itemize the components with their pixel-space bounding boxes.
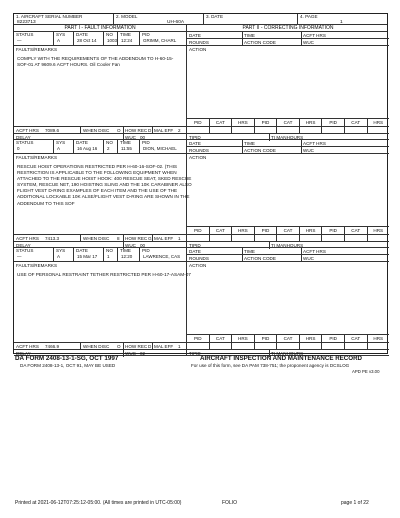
tipid-label: TIPID [189,351,201,356]
grid-header: HRS [373,228,384,233]
grid-header: CAT [210,227,233,234]
time-cell-value: 11:55 [121,146,132,151]
when-disc-label: WHEN DISC [83,344,110,349]
acft-hrs-label: ACFT HRS [16,128,39,133]
grid-header: PID [255,335,278,342]
grid-header: HRS [300,227,323,234]
delay-label: DELAY [16,243,31,248]
grid-header: PID [255,119,278,126]
no-cell [104,140,118,153]
pid-cat-hrs-grid [187,334,389,342]
serial-number-value: 8223713 [17,19,36,24]
sys-cell-label: SYS [56,32,66,37]
status-row [14,248,187,262]
mal-eff-value: 1 [178,344,181,349]
status-cell-label: STATUS [16,140,34,145]
status-row [14,140,187,154]
no-cell [104,248,118,261]
remarks-line: FLIGHT VEST D-RING EXAMPLES OF EACH ITEM AND THE USE OF THE [17,188,178,194]
page-of: page 1 of 22 [341,500,369,506]
no-cell-label: NO [106,248,113,253]
grid-header: PID [255,227,278,234]
grid-header: PID [322,227,345,234]
apd-version: APD PE v3.00 [352,369,380,374]
delay-row [14,241,187,248]
action-code-label: ACTION CODE [244,148,276,153]
date-cell [204,14,298,24]
grid-header: HRS [232,119,255,126]
tipid-label: TIPID [189,135,201,140]
status-cell-value: 0 [17,146,20,151]
date-cell [74,248,104,261]
acft-hrs-value: 7413.3 [45,236,60,241]
correcting-acft-hrs-label: ACFT HRS [303,33,326,38]
divider [242,32,243,39]
part-titles-row [14,25,387,32]
grid-header: HRS [232,227,255,234]
divider [242,147,243,154]
pid-cell-value: LAWRENCE, CAS [143,254,181,259]
divider [242,39,243,46]
correcting-time-label: TIME [244,141,255,146]
part2-title-cell [187,25,389,31]
how-rec-value: D [148,344,152,349]
acft-hrs-value: 7466.9 [45,344,60,349]
grid-header: CAT [345,335,368,342]
action-label: ACTION [189,155,207,160]
pid-cell [140,32,187,45]
divider [123,350,124,357]
grid-header: CAT [277,119,300,126]
remarks-line: ATTACHED TO THE RESCUE HOIST HOOK: 400 RESCUE SEAT, SKED RESCUE [17,176,192,182]
wuc-value: 02 [140,351,146,356]
sys-cell-label: SYS [56,140,66,145]
date-cell [74,32,104,45]
model-cell [114,14,204,24]
date-cell-label: DATE [76,248,88,253]
action-area [187,46,389,118]
remarks-line: COMPLY WITH THE REQUIREMENTS OF THE ADDENDUM TO H-60-15- [17,56,174,61]
when-disc-value: O [117,128,121,133]
fault-entry-block [14,248,387,356]
acft-hrs-label: ACFT HRS [16,344,39,349]
time-cell-label: TIME [120,248,131,253]
divider [301,140,302,147]
correcting-date-label: DATE [189,33,201,38]
divider [242,248,243,255]
action-code-label: ACTION CODE [244,40,276,45]
grid-header: PID [322,119,345,126]
grid-header: HRS [300,119,323,126]
mal-eff-label: MAL EFF [154,128,174,133]
wuc-value: 00 [140,243,146,248]
delay-row [14,133,187,140]
rounds-row [187,39,389,46]
how-rec-value: G [148,236,152,241]
time-cell [118,248,140,261]
pid-cat-hrs-grid [187,118,389,126]
wuc-value: 00 [140,135,146,140]
correcting-acft-hrs-label: ACFT HRS [303,141,326,146]
time-cell-label: TIME [120,140,131,145]
grid-header: PID [187,119,210,126]
correcting-date-label: DATE [189,249,201,254]
wuc-label: WUC [125,135,136,140]
action-label: ACTION [189,263,207,268]
grid-header: CAT [345,119,368,126]
tipid-label: TIPID [189,243,201,248]
pid-cell [140,248,187,261]
sys-cell [54,248,74,261]
divider [301,248,302,255]
grid-header: HRS [300,335,323,342]
mal-eff-label: MAL EFF [154,344,174,349]
sys-cell-label: SYS [56,248,66,253]
time-cell-value: 12:20 [121,254,133,259]
delay-label: DELAY [16,351,31,356]
status-cell [14,32,54,45]
grid-header: HRS [373,120,384,125]
how-rec-label: HOW REC [125,344,148,349]
correcting-date-row [187,248,389,255]
correcting-wuc-label: WUC [303,256,314,261]
sys-cell-value: A [57,254,61,259]
pid-cat-hrs-values [187,126,389,133]
part1-title-cell [14,25,187,31]
pid-cell-label: PID [142,140,150,145]
wuc-label: WUC [125,351,136,356]
remarks-line: ADDENDUM TO THIS SOF [17,200,75,206]
part2-title: PART II - CORRECTING INFORMATION [242,25,334,31]
serial-number-cell [14,14,114,24]
tipid-row [187,133,389,140]
no-cell-value: 1 [107,254,110,259]
acft-hrs-row [14,234,187,241]
rounds-row [187,147,389,154]
divider [301,32,302,39]
grid-header: PID [187,227,210,234]
date-cell-value: 28 Oct 14 [77,38,97,43]
correcting-date-row [187,140,389,147]
remarks-line: RESTRICTION IS APPLICABLE TO THE FOLLOWING EQUIPMENT WHEN [17,170,177,176]
maintenance-form [13,13,388,354]
divider [301,39,302,46]
acft-hrs-row [14,342,187,349]
sys-cell-value: A [57,38,61,43]
tipid-row [187,241,389,248]
mal-eff-label: MAL EFF [154,236,174,241]
no-cell-value: 2 [107,146,110,151]
ti-manhours-label: TI MANHOURS [271,135,304,140]
page-cell [298,14,389,24]
time-cell-label: TIME [120,32,131,37]
grid-header: PID [187,335,210,342]
how-rec-value: D [148,128,152,133]
fault-entry-block [14,140,387,248]
pid-cell-label: PID [142,248,150,253]
pid-cell-label: PID [142,32,150,37]
acft-hrs-value: 7089.6 [45,128,60,133]
pid-cat-hrs-values [187,342,389,349]
faults-remarks-area [14,262,191,342]
no-cell [104,32,118,45]
sys-cell-value: A [57,146,61,151]
date-label: 3. DATE [206,14,224,19]
proponent-note: For use of this form, see DA PAM 738-751; the proponent agency is DCSLOG [191,363,350,368]
rounds-row [187,255,389,262]
remarks-text [17,56,173,68]
page-value: 1 [340,19,343,24]
date-cell-value: 16 Aug 16 [77,146,98,151]
when-disc-label: WHEN DISC [83,236,110,241]
time-cell [118,32,140,45]
faults-remarks-label: FAULTS/REMARKS [16,47,58,52]
model-label: 2. MODEL [116,14,138,19]
status-cell [14,248,54,261]
status-cell-label: STATUS [16,32,34,37]
correcting-date-row [187,32,389,39]
status-cell [14,140,54,153]
date-cell [74,140,104,153]
action-code-label: ACTION CODE [244,256,276,261]
ti-manhours-label: TI MANHOURS [271,243,304,248]
correcting-wuc-label: WUC [303,40,314,45]
sys-cell [54,140,74,153]
pid-cat-hrs-grid [187,226,389,234]
divider [242,140,243,147]
grid-header: PID [322,335,345,342]
action-label: ACTION [189,47,207,52]
mal-eff-value: 2 [178,128,181,133]
acft-hrs-row [14,126,187,133]
grid-header: CAT [210,119,233,126]
faults-remarks-label: FAULTS/REMARKS [16,155,58,160]
grid-header: CAT [277,335,300,342]
rounds-label: ROUNDS [189,40,209,45]
remarks-text [17,272,191,278]
serial-number-label: 1. AIRCRAFT SERIAL NUMBER [16,14,83,19]
when-disc-label: WHEN DISC [83,128,110,133]
wuc-label: WUC [125,243,136,248]
grid-header: HRS [232,335,255,342]
sys-cell [54,32,74,45]
date-cell-label: DATE [76,140,88,145]
fault-entry-block [14,32,387,140]
no-cell-value: 1003 [107,38,118,43]
form-header-row [14,14,387,25]
date-cell-value: 15 Mar 17 [77,254,98,259]
faults-remarks-area [14,46,187,126]
correcting-time-label: TIME [244,249,255,254]
grid-header: CAT [277,227,300,234]
model-value: UH-60A [167,19,185,24]
time-cell-value: 12:24 [121,38,133,43]
pid-cell-value: DION, MICHAEL [143,146,177,151]
grid-header: CAT [345,227,368,234]
pid-cat-hrs-values [187,234,389,241]
how-rec-label: HOW REC [125,128,148,133]
ti-manhours-label: TI MANHOURS [271,351,304,356]
remarks-line: SOF-01 AT 9609.6 ACFT HOURS. Oil Cooler Fan [17,62,120,68]
correcting-wuc-label: WUC [303,148,314,153]
correcting-acft-hrs-label: ACFT HRS [303,249,326,254]
status-row [14,32,187,46]
action-area [187,154,389,226]
divider [301,255,302,262]
when-disc-value: O [117,344,121,349]
date-cell-label: DATE [76,32,88,37]
status-cell-value: — [17,38,22,43]
no-cell-label: NO [106,32,113,37]
status-cell-label: STATUS [16,248,34,253]
remarks-line: ADDITIONAL LOCKABLE 10K ALSE/FLIGHT VEST D-RING ARE SHOWN IN THE [17,194,190,200]
grid-header: HRS [373,336,384,341]
form-name: DA FORM 2408-13-1-SG, OCT 1997 [15,355,119,362]
remarks-text [17,164,192,207]
folio-label: FOLIO [222,500,238,506]
rounds-label: ROUNDS [189,148,209,153]
remarks-line: SYSTEM, RESCUE NET, 190 HOISTING SLING AND THE 10K CARABINER ALSO [17,182,192,188]
supersede-note: DA FORM 2408-13-1, OCT 91, MAY BE USED [20,363,116,368]
rounds-label: ROUNDS [189,256,209,261]
correcting-date-label: DATE [189,141,201,146]
no-cell-label: NO [106,140,113,145]
how-rec-label: HOW REC [125,236,148,241]
pid-cell-value: GRIMM, CHARL [143,38,177,43]
faults-remarks-area [14,154,192,234]
remarks-line: RESCUE HOIST OPERATIONS RESTRICTED PER H-60-16-SOF-02. (THIS [17,164,178,169]
faults-remarks-label: FAULTS/REMARKS [16,263,58,268]
page-label: 4. PAGE [300,14,318,19]
status-cell-value: — [17,254,22,259]
divider [242,255,243,262]
pid-cell [140,140,187,153]
correcting-time-label: TIME [244,33,255,38]
delay-label: DELAY [16,135,31,140]
part1-title: PART I - FAULT INFORMATION [64,25,136,31]
print-timestamp: Printed at 2021-06-12T07:25:12-05:00. (All times are printed in UTC-05:00) [15,500,182,506]
acft-hrs-label: ACFT HRS [16,236,39,241]
action-area [187,262,389,334]
form-title: AIRCRAFT INSPECTION AND MAINTENANCE RECORD [200,355,363,362]
remarks-line: USE OF PERSONAL RESTRAINT TETHER RESTRICTED PER H-60-17-ASAM-07 [17,272,191,277]
mal-eff-value: 1 [178,236,181,241]
divider [301,147,302,154]
grid-header: CAT [210,335,233,342]
time-cell [118,140,140,153]
when-disc-value: 8 [117,236,120,241]
